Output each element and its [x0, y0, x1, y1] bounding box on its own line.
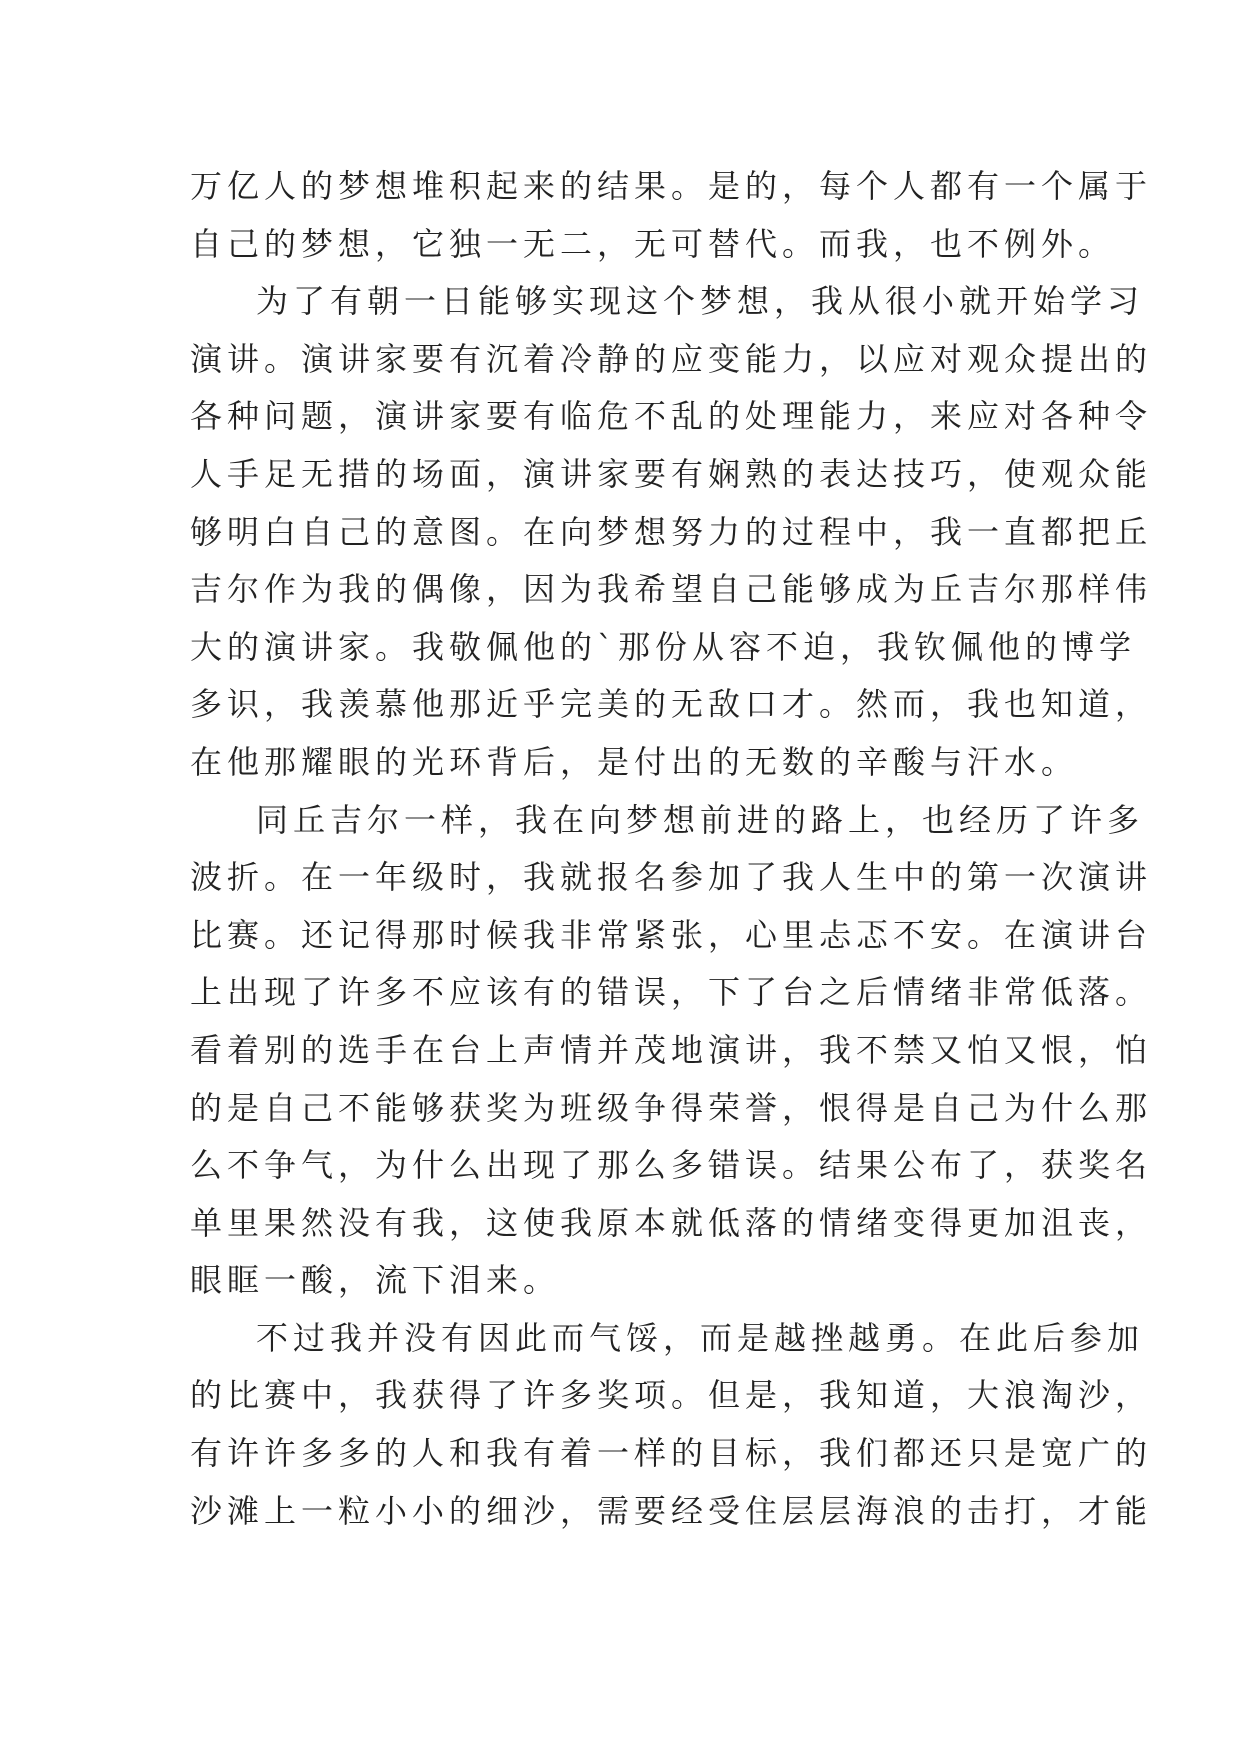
paragraph-start-line: 为了有朝一日能够实现这个梦想，我从很小就开始学习: [256, 282, 1145, 321]
essay-body: [190, 158, 1153, 1540]
text-line: 自己的梦想，它独一无二，无可替代。而我，也不例外。: [190, 224, 1116, 263]
text-line: 有许许多多的人和我有着一样的目标，我们都还只是宽广的: [190, 1434, 1153, 1473]
text-line: 人手足无措的场面，演讲家要有娴熟的表达技巧，使观众能: [190, 454, 1153, 493]
text-line: 大的演讲家。我敬佩他的`那份从容不迫，我钦佩他的博学: [190, 627, 1137, 666]
text-line: 在他那耀眼的光环背后，是付出的无数的辛酸与汗水。: [190, 742, 1079, 781]
text-line: 沙滩上一粒小小的细沙，需要经受住层层海浪的击打，才能: [190, 1491, 1153, 1530]
text-line: 的是自己不能够获奖为班级争得荣誉，恨得是自己为什么那: [190, 1088, 1153, 1127]
text-line: 的比赛中，我获得了许多奖项。但是，我知道，大浪淘沙，: [190, 1376, 1153, 1415]
text-line: 吉尔作为我的偶像，因为我希望自己能够成为丘吉尔那样伟: [190, 570, 1153, 609]
text-line: 各种问题，演讲家要有临危不乱的处理能力，来应对各种令: [190, 397, 1153, 436]
text-line: 万亿人的梦想堆积起来的结果。是的，每个人都有一个属于: [190, 167, 1153, 205]
text-line: 眼眶一酸，流下泪来。: [190, 1261, 561, 1300]
text-line: 演讲。演讲家要有沉着冷静的应变能力，以应对观众提出的: [190, 339, 1153, 378]
paragraph-start-line: 同丘吉尔一样，我在向梦想前进的路上，也经历了许多: [256, 800, 1145, 839]
text-line: 波折。在一年级时，我就报名参加了我人生中的第一次演讲: [190, 858, 1153, 897]
text-line: 够明白自己的意图。在向梦想努力的过程中，我一直都把丘: [190, 512, 1153, 551]
text-line: 比赛。还记得那时候我非常紧张，心里忐忑不安。在演讲台: [190, 915, 1153, 954]
paragraph-start-line: 不过我并没有因此而气馁，而是越挫越勇。在此后参加: [256, 1318, 1145, 1357]
text-line: 上出现了许多不应该有的错误，下了台之后情绪非常低落。: [190, 973, 1153, 1012]
text-line: 单里果然没有我，这使我原本就低落的情绪变得更加沮丧，: [190, 1203, 1153, 1242]
text-line: 看着别的选手在台上声情并茂地演讲，我不禁又怕又恨，怕: [190, 1030, 1153, 1069]
text-line: 么不争气，为什么出现了那么多错误。结果公布了，获奖名: [190, 1146, 1153, 1185]
text-line: 多识，我羡慕他那近乎完美的无敌口才。然而，我也知道，: [190, 685, 1153, 724]
